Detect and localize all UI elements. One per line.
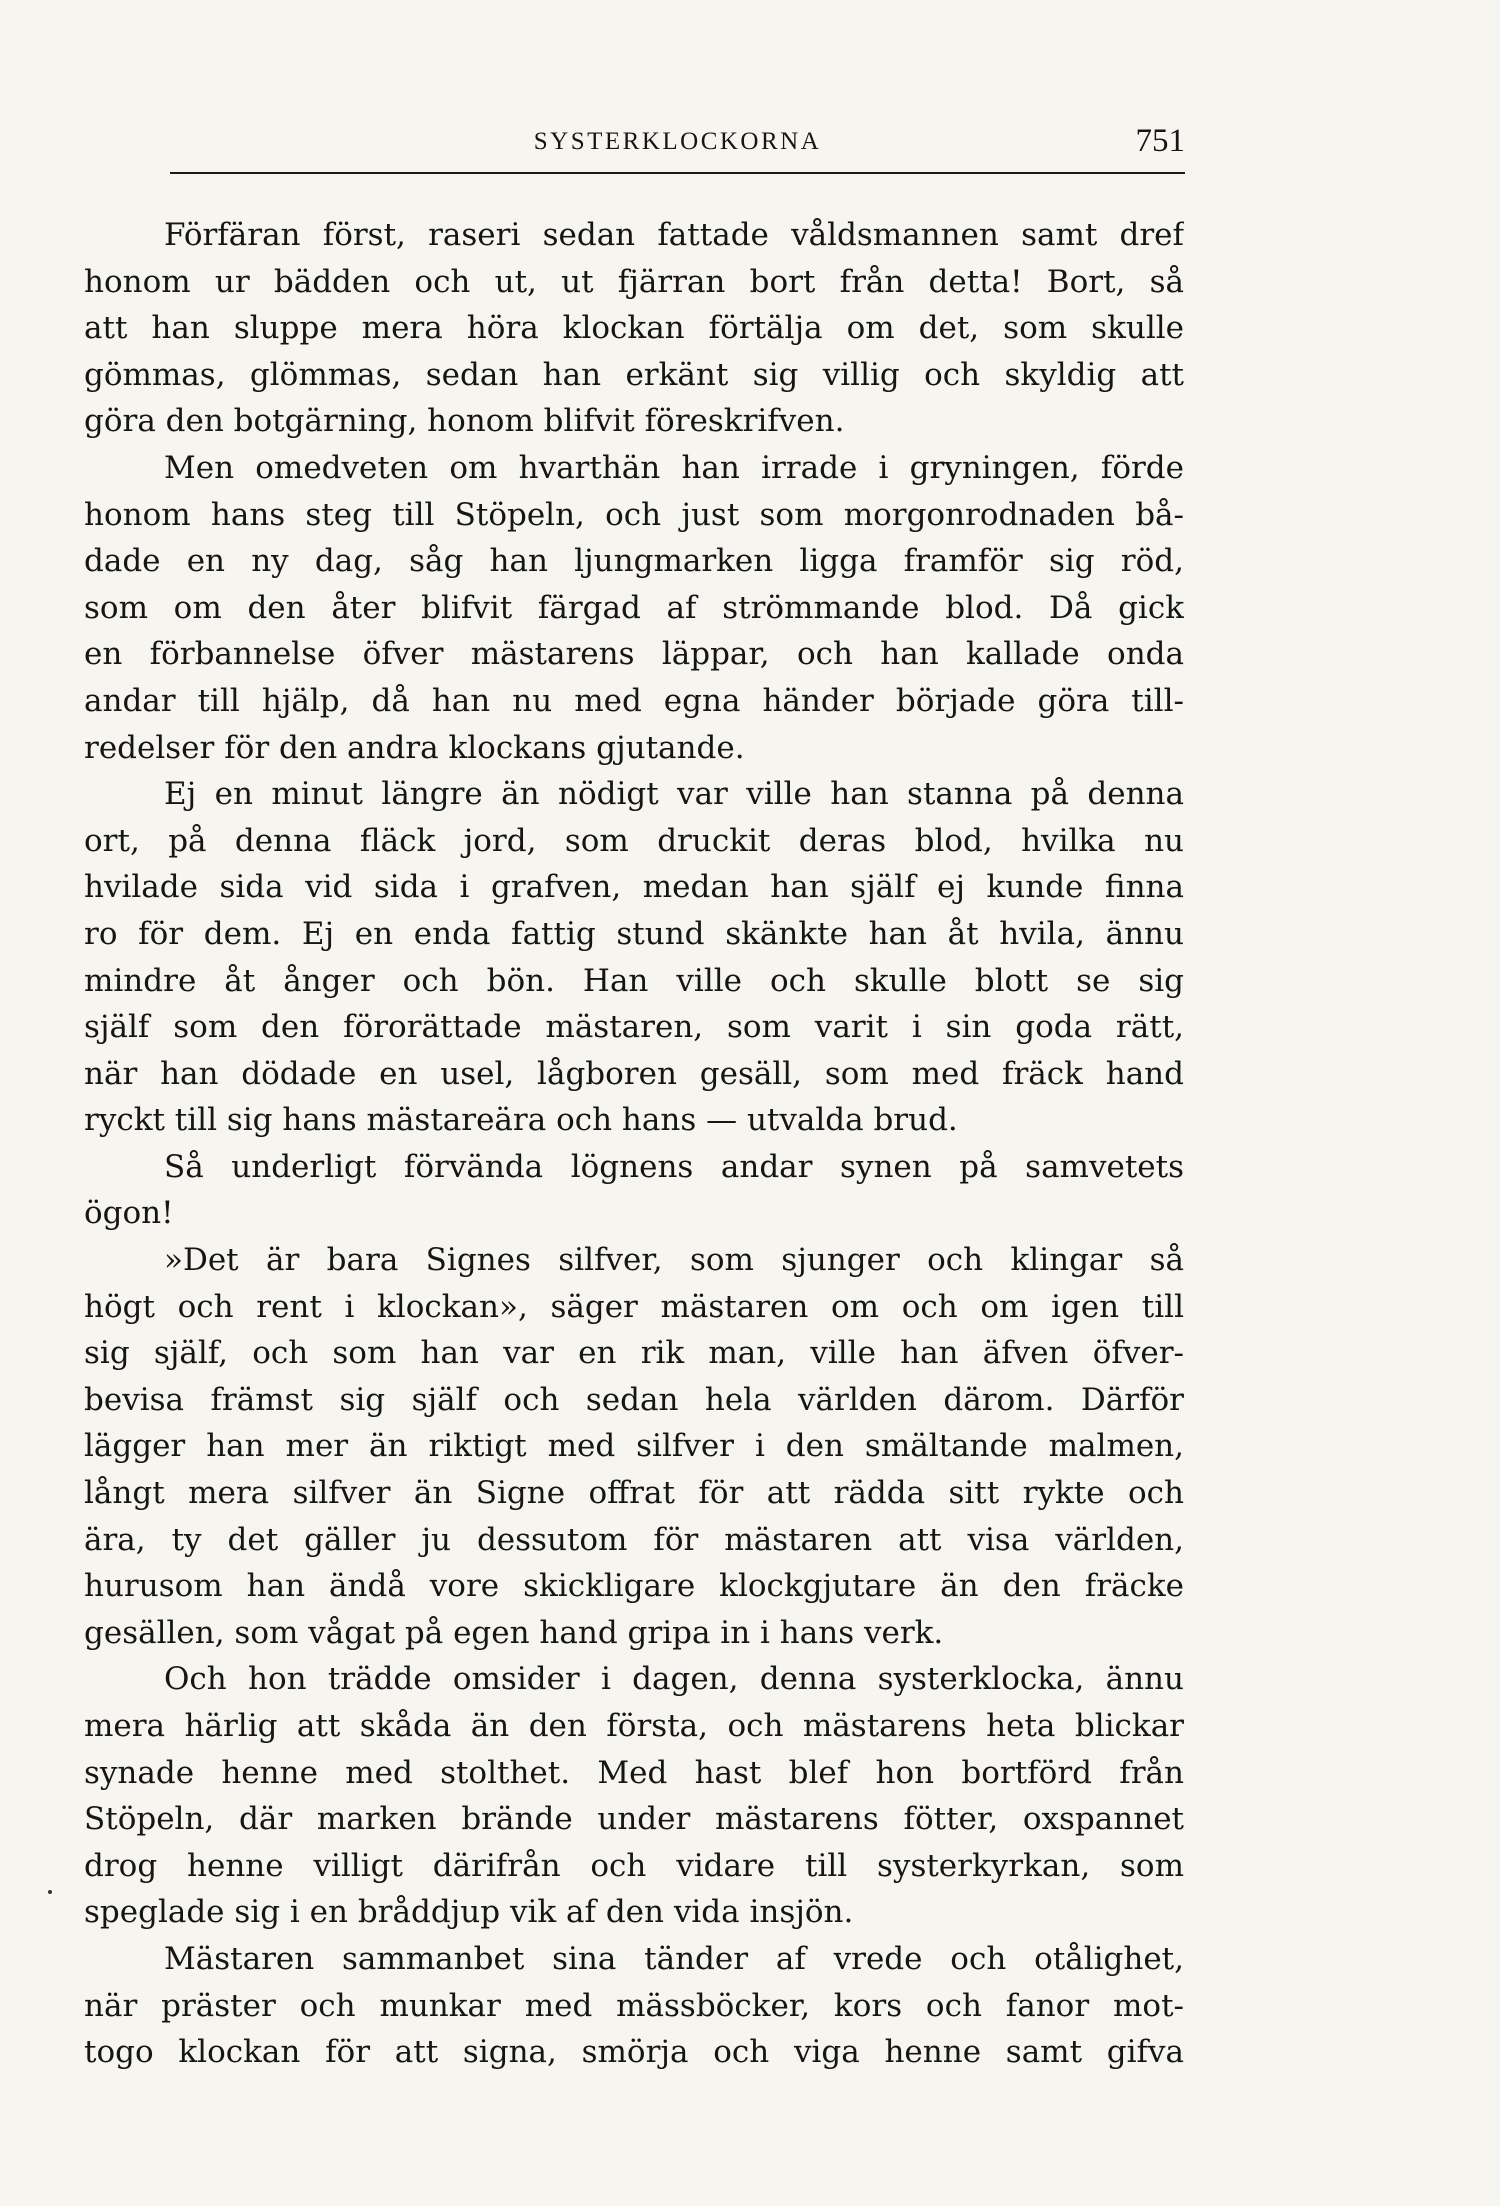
text-line: sig själf, och som han var en rik man, ville han äfven öfver- <box>84 1335 1184 1372</box>
header-rule <box>170 172 1185 174</box>
text-line: bevisa främst sig själf och sedan hela världen därom. Därför <box>84 1381 1184 1418</box>
text-line: att han sluppe mera höra klockan förtälja om det, som skulle <box>84 310 1184 347</box>
text-line: redelser för den andra klockans gjutande. <box>84 729 745 766</box>
text-line: långt mera silfver än Signe offrat för att rädda sitt rykte och <box>84 1475 1184 1512</box>
text-line: togo klockan för att signa, smörja och viga henne samt gifva <box>84 2034 1184 2071</box>
text-line: göra den botgärning, honom blifvit föreskrifven. <box>84 403 845 440</box>
text-line: hurusom han ändå vore skickligare klockgjutare än den fräcke <box>84 1568 1184 1605</box>
text-line: ögon! <box>84 1195 174 1232</box>
text-line: hvilade sida vid sida i grafven, medan han själf ej kunde finna <box>84 869 1184 906</box>
text-line: synade henne med stolthet. Med hast blef hon bortförd från <box>84 1754 1184 1791</box>
text-line: drog henne villigt därifrån och vidare till systerkyrkan, som <box>84 1847 1184 1884</box>
text-line: mindre åt ånger och bön. Han ville och skulle blott se sig <box>84 962 1184 999</box>
text-line: dade en ny dag, såg han ljungmarken ligga framför sig röd, <box>84 543 1184 580</box>
text-line: Så underligt förvända lögnens andar synen på samvetets <box>164 1148 1184 1185</box>
text-line: ära, ty det gäller ju dessutom för mästaren att visa världen, <box>84 1521 1184 1558</box>
text-line: gömmas, glömmas, sedan han erkänt sig villig och skyldig att <box>84 356 1184 393</box>
text-line: gesällen, som vågat på egen hand gripa in i hans verk. <box>84 1614 944 1651</box>
text-line: lägger han mer än riktigt med silfver i den smältande malmen, <box>84 1428 1184 1465</box>
text-line: när han dödade en usel, lågboren gesäll, som med fräck hand <box>84 1055 1184 1092</box>
text-line: själf som den förorättade mästaren, som varit i sin goda rätt, <box>84 1009 1184 1046</box>
body-text <box>84 212 1184 2076</box>
text-line: mera härlig att skåda än den första, och mästarens heta blickar <box>84 1708 1184 1744</box>
text-line: honom hans steg till Stöpeln, och just som morgonrodnaden bå- <box>84 496 1184 533</box>
text-line: Och hon trädde omsider i dagen, denna systerklocka, ännu <box>164 1661 1184 1698</box>
text-line: Förfäran först, raseri sedan fattade våldsmannen samt dref <box>164 217 1184 253</box>
text-line: en förbannelse öfver mästarens läppar, och han kallade onda <box>84 636 1184 673</box>
margin-speck <box>48 1890 52 1894</box>
page-header <box>170 120 1185 168</box>
text-line: Mästaren sammanbet sina tänder af vrede och otålighet, <box>164 1940 1184 1977</box>
text-line: »Det är bara Signes silfver, som sjunger och klingar så <box>164 1242 1184 1279</box>
page-number: 751 <box>1135 123 1185 159</box>
text-line: ryckt till sig hans mästareära och hans — utvalda brud. <box>84 1102 958 1139</box>
running-title: SYSTERKLOCKORNA <box>533 128 822 155</box>
text-line: Stöpeln, där marken brände under mästarens fötter, oxspannet <box>84 1801 1184 1838</box>
text-line: ro för dem. Ej en enda fattig stund skänkte han åt hvila, ännu <box>84 915 1184 952</box>
text-line: högt och rent i klockan», säger mästaren om och om igen till <box>84 1288 1184 1325</box>
text-line: andar till hjälp, då han nu med egna händer började göra till- <box>84 682 1184 719</box>
text-line: Ej en minut längre än nödigt var ville han stanna på denna <box>164 776 1184 813</box>
text-line: när präster och munkar med mässböcker, kors och fanor mot- <box>84 1987 1184 2024</box>
text-line: speglade sig i en bråddjup vik af den vida insjön. <box>84 1894 854 1931</box>
text-line: Men omedveten om hvarthän han irrade i gryningen, förde <box>164 449 1184 486</box>
text-line: ort, på denna fläck jord, som druckit deras blod, hvilka nu <box>84 822 1184 859</box>
text-line: honom ur bädden och ut, ut fjärran bort från detta! Bort, så <box>84 263 1184 300</box>
text-line: som om den åter blifvit färgad af strömmande blod. Då gick <box>84 589 1184 626</box>
